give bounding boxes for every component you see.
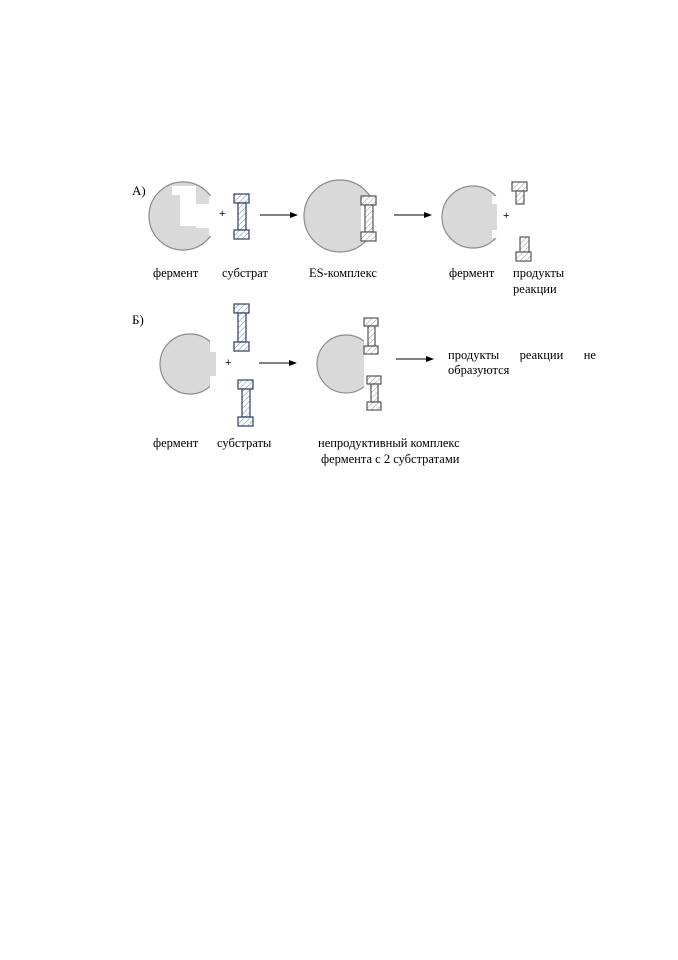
product-a-top xyxy=(512,182,527,204)
label-products-line2: реакции xyxy=(513,282,557,296)
substrate-b-bottom xyxy=(238,380,253,426)
section-a-marker: А) xyxy=(132,183,146,198)
label-enzyme-after: фермент xyxy=(449,266,495,280)
result-text xyxy=(448,348,596,378)
enzyme-b1 xyxy=(160,334,226,394)
nonproductive-complex xyxy=(317,318,381,410)
result-word-products: продукты xyxy=(448,348,500,362)
product-a-bottom xyxy=(516,237,531,261)
label-complex-line2: фермента с 2 субстратами xyxy=(321,452,460,466)
enzyme-a2 xyxy=(442,186,506,248)
substrate-a xyxy=(234,194,249,239)
enzyme-a1 xyxy=(149,182,221,250)
result-word-reaction: реакции xyxy=(519,348,564,362)
plus-sign-b: + xyxy=(225,357,232,369)
plus-sign-a1: + xyxy=(219,208,226,220)
label-es-complex: ES-комплекс xyxy=(309,266,377,280)
substrate-b-top xyxy=(234,304,249,351)
label-complex-line1: непродуктивный комплекс xyxy=(318,436,460,450)
label-products-line1: продукты xyxy=(513,266,565,280)
label-enzyme-b: фермент xyxy=(153,436,199,450)
label-enzyme-a: фермент xyxy=(153,266,199,280)
result-word-not: не xyxy=(583,348,596,362)
section-b-marker: Б) xyxy=(132,312,144,327)
label-substrate-a: субстрат xyxy=(222,266,268,280)
es-complex xyxy=(304,180,379,252)
result-line2: образуются xyxy=(448,363,510,377)
label-substrates-b: субстраты xyxy=(217,436,272,450)
plus-sign-a2: + xyxy=(503,210,510,222)
